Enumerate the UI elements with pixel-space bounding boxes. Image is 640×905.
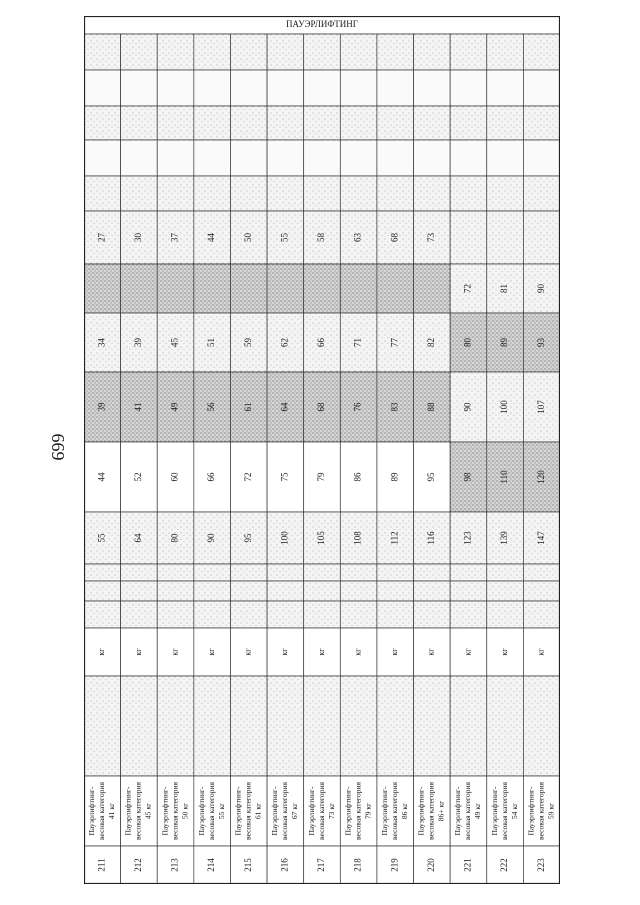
discipline-name-line: Пауэрлифтинг- [87,786,97,836]
standard-value: 61 [242,402,253,412]
discipline-name-line: весовая категория [206,781,216,841]
empty-cell [304,140,341,176]
empty-cell [414,176,451,211]
value-cell [523,211,560,264]
empty-cell [377,176,414,211]
empty-cell [414,106,451,140]
row-number: 220 [425,858,436,872]
discipline-name-line: 67 кг [290,802,300,820]
empty-cell [487,106,524,140]
standard-value: 66 [316,338,327,347]
standard-value: 100 [499,400,510,414]
empty-cell [157,676,194,776]
standard-value: 79 [316,472,327,482]
standard-value: 100 [279,531,290,545]
empty-cell [230,564,267,581]
discipline-name-line: Пауэрлифтинг- [270,786,280,836]
empty-cell [523,581,560,601]
empty-cell [523,140,560,176]
discipline-name-line: весовая категория [133,781,143,841]
empty-cell [121,581,158,601]
empty-cell [414,581,451,601]
discipline-name-line: Пауэрлифтинг- [343,786,353,836]
standard-value: 95 [425,472,436,482]
discipline-name-line: Пауэрлифтинг- [526,786,536,836]
empty-cell [304,601,341,628]
empty-cell [194,176,231,211]
standard-value: 86 [352,472,363,482]
empty-cell [450,564,487,581]
row-number: 215 [242,858,253,872]
empty-cell [487,140,524,176]
discipline-name-line: весовая категория [463,781,473,841]
empty-cell [377,70,414,106]
empty-cell [194,140,231,176]
standard-value: 82 [425,338,436,347]
empty-cell [487,564,524,581]
empty-cell [487,581,524,601]
empty-cell [267,106,304,140]
row-number: 222 [499,858,510,872]
empty-cell [377,140,414,176]
unit-label: кг [133,648,143,656]
standard-value: 56 [206,402,217,412]
standard-value: 110 [499,470,510,484]
standard-value: 60 [169,472,180,482]
standard-value: 80 [462,338,473,347]
empty-cell [340,581,377,601]
discipline-name-line: весовая категория [389,781,399,841]
empty-cell [267,601,304,628]
discipline-name-line: 49 кг [473,802,483,820]
standard-value: 68 [389,233,400,242]
discipline-name-line: 86 кг [399,802,409,820]
unit-label: кг [463,648,473,656]
empty-cell [523,34,560,70]
standard-value: 52 [132,472,143,482]
empty-cell [450,106,487,140]
value-cell [487,211,524,264]
row-number: 219 [389,858,400,872]
empty-cell [230,34,267,70]
empty-cell [414,676,451,776]
standard-value: 37 [169,233,180,242]
empty-cell [194,601,231,628]
empty-cell [523,601,560,628]
value-cell [121,264,158,313]
discipline-name-line: весовая категория [316,781,326,841]
empty-cell [157,176,194,211]
empty-cell [523,176,560,211]
value-cell [157,264,194,313]
empty-cell [414,70,451,106]
discipline-name-line: Пауэрлифтинг- [379,786,389,836]
page-number: 669 [48,433,68,461]
discipline-name-line: 61 кг [253,802,263,820]
empty-cell [414,564,451,581]
empty-cell [304,106,341,140]
empty-cell [230,106,267,140]
standard-value: 73 [425,233,436,242]
discipline-name-line: весовая категория [353,781,363,841]
standard-value: 68 [316,402,327,412]
standard-value: 50 [242,233,253,242]
empty-cell [377,676,414,776]
standard-value: 30 [132,233,143,242]
discipline-name-line: весовая категория [170,781,180,841]
value-cell [304,264,341,313]
row-number: 223 [535,858,546,872]
empty-cell [121,676,158,776]
empty-cell [267,564,304,581]
standard-value: 55 [96,533,107,543]
empty-cell [84,140,121,176]
unit-label: кг [97,648,107,656]
empty-cell [194,676,231,776]
standard-value: 64 [132,533,143,543]
empty-cell [84,106,121,140]
standard-value: 49 [169,402,180,412]
standard-value: 45 [169,338,180,347]
empty-cell [157,581,194,601]
empty-cell [267,176,304,211]
standard-value: 120 [535,470,546,484]
standard-value: 58 [316,233,327,242]
empty-cell [523,70,560,106]
empty-cell [267,676,304,776]
discipline-name-line: Пауэрлифтинг- [453,786,463,836]
empty-cell [340,34,377,70]
empty-cell [414,34,451,70]
discipline-name-line: Пауэрлифтинг- [233,786,243,836]
standard-value: 51 [206,338,217,347]
row-number: 216 [279,858,290,872]
standard-value: 81 [499,284,510,293]
empty-cell [450,176,487,211]
discipline-name-line: 50 кг [180,802,190,820]
value-cell [450,211,487,264]
discipline-name-line: 41 кг [107,802,117,820]
standard-value: 89 [389,472,400,482]
unit-label: кг [280,648,290,656]
empty-cell [121,106,158,140]
empty-cell [157,106,194,140]
discipline-name-line: весовая категория [536,781,546,841]
empty-cell [377,564,414,581]
empty-cell [414,140,451,176]
table-title: ПАУЭРЛИФТИНГ [286,19,358,30]
empty-cell [194,70,231,106]
standard-value: 139 [499,531,510,545]
empty-cell [487,601,524,628]
discipline-name-line: 54 кг [509,802,519,820]
standard-value: 62 [279,338,290,347]
standard-value: 27 [96,233,107,242]
discipline-name-line: 45 кг [143,802,153,820]
empty-cell [377,581,414,601]
unit-label: кг [390,648,400,656]
standard-value: 83 [389,402,400,412]
standard-value: 66 [206,472,217,482]
empty-cell [84,601,121,628]
standard-value: 95 [242,533,253,543]
empty-cell [230,581,267,601]
empty-cell [230,676,267,776]
empty-cell [304,70,341,106]
empty-cell [230,176,267,211]
empty-cell [267,34,304,70]
empty-cell [84,70,121,106]
row-number: 212 [132,858,143,872]
empty-cell [84,676,121,776]
empty-cell [121,601,158,628]
rotated-standards-table [84,16,560,884]
unit-label: кг [206,648,216,656]
empty-cell [157,140,194,176]
empty-cell [340,140,377,176]
empty-cell [267,581,304,601]
standard-value: 116 [425,531,436,545]
empty-cell [304,581,341,601]
empty-cell [121,34,158,70]
discipline-name-line: весовая категория [97,781,107,841]
discipline-name-line: весовая категория [243,781,253,841]
discipline-name-line: весовая категория [426,781,436,841]
empty-cell [304,34,341,70]
empty-cell [377,601,414,628]
empty-cell [450,70,487,106]
empty-cell [121,70,158,106]
empty-cell [121,140,158,176]
empty-cell [157,564,194,581]
row-number: 217 [316,858,327,872]
empty-cell [340,564,377,581]
standard-value: 44 [206,233,217,242]
empty-cell [267,70,304,106]
unit-label: кг [499,648,509,656]
row-number: 211 [96,858,107,872]
discipline-name-line: Пауэрлифтинг- [123,786,133,836]
discipline-name-line: 79 кг [363,802,373,820]
empty-cell [157,34,194,70]
discipline-name-line: 86+ кг [436,800,446,822]
row-number: 214 [206,858,217,872]
standard-value: 72 [462,284,473,293]
standard-value: 64 [279,402,290,412]
discipline-name-line: Пауэрлифтинг- [416,786,426,836]
empty-cell [523,106,560,140]
unit-label: кг [243,648,253,656]
standard-value: 89 [499,338,510,347]
standard-value: 44 [96,472,107,482]
empty-cell [340,176,377,211]
empty-cell [487,176,524,211]
standard-value: 107 [535,400,546,414]
empty-cell [450,34,487,70]
empty-cell [450,676,487,776]
empty-cell [377,106,414,140]
empty-cell [340,676,377,776]
standard-value: 71 [352,338,363,347]
discipline-name-line: Пауэрлифтинг- [306,786,316,836]
empty-cell [194,564,231,581]
empty-cell [157,70,194,106]
discipline-name-line: 59 кг [546,802,556,820]
standard-value: 34 [96,338,107,347]
empty-cell [414,601,451,628]
value-cell [230,264,267,313]
empty-cell [304,676,341,776]
standard-value: 76 [352,402,363,412]
standard-value: 147 [535,531,546,545]
value-cell [267,264,304,313]
discipline-name-line: 55 кг [216,802,226,820]
standard-value: 55 [279,233,290,242]
standard-value: 90 [206,533,217,543]
standard-value: 123 [462,531,473,545]
value-cell [84,264,121,313]
empty-cell [84,34,121,70]
empty-cell [340,106,377,140]
discipline-name-line: Пауэрлифтинг- [160,786,170,836]
empty-cell [121,176,158,211]
value-cell [414,264,451,313]
row-number: 213 [169,858,180,872]
empty-cell [340,601,377,628]
standard-value: 108 [352,531,363,545]
empty-cell [194,34,231,70]
standard-value: 90 [462,402,473,412]
standard-value: 112 [389,531,400,545]
unit-label: кг [316,648,326,656]
empty-cell [487,34,524,70]
standard-value: 80 [169,533,180,543]
standard-value: 75 [279,472,290,482]
standard-value: 93 [535,338,546,347]
table-svg [84,16,560,884]
row-number: 218 [352,858,363,872]
standard-value: 72 [242,472,253,482]
empty-cell [450,581,487,601]
empty-cell [194,581,231,601]
standard-value: 88 [425,402,436,412]
empty-cell [230,140,267,176]
standard-value: 77 [389,338,400,347]
empty-cell [84,176,121,211]
discipline-name-line: весовая категория [499,781,509,841]
empty-cell [450,140,487,176]
empty-cell [523,676,560,776]
empty-cell [121,564,158,581]
empty-cell [377,34,414,70]
unit-label: кг [426,648,436,656]
standard-value: 41 [132,402,143,412]
discipline-name-line: весовая категория [280,781,290,841]
empty-cell [487,70,524,106]
standard-value: 39 [96,402,107,412]
unit-label: кг [536,648,546,656]
empty-cell [157,601,194,628]
standard-value: 105 [316,531,327,545]
empty-cell [304,564,341,581]
value-cell [340,264,377,313]
unit-label: кг [353,648,363,656]
empty-cell [487,676,524,776]
empty-cell [84,581,121,601]
standard-value: 98 [462,472,473,482]
standard-value: 39 [132,338,143,347]
empty-cell [194,106,231,140]
discipline-name-line: 73 кг [326,802,336,820]
discipline-name-line: Пауэрлифтинг- [196,786,206,836]
empty-cell [450,601,487,628]
empty-cell [230,601,267,628]
empty-cell [340,70,377,106]
empty-cell [84,564,121,581]
empty-cell [523,564,560,581]
discipline-name-line: Пауэрлифтинг- [489,786,499,836]
value-cell [194,264,231,313]
value-cell [377,264,414,313]
unit-label: кг [170,648,180,656]
row-number: 221 [462,858,473,872]
empty-cell [267,140,304,176]
empty-cell [304,176,341,211]
standard-value: 59 [242,338,253,347]
empty-cell [230,70,267,106]
standard-value: 63 [352,233,363,242]
standard-value: 90 [535,284,546,293]
